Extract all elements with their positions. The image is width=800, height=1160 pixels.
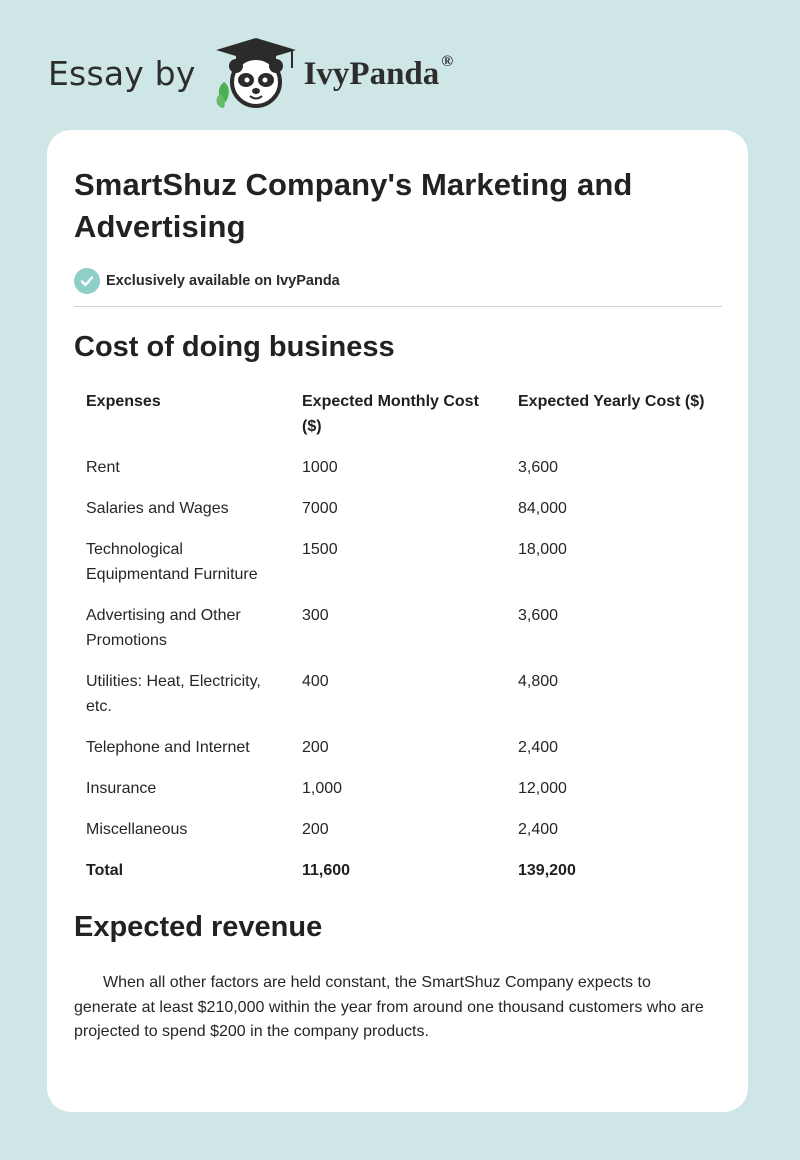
table-cell: 2,400 — [518, 821, 559, 838]
column-header: Expected Yearly Cost ($) — [518, 393, 705, 410]
revenue-paragraph: When all other factors are held constant, the SmartShuz Company expects to generate at least $210,000 within the year from around one thousand customers who are projected to spend $200 in the company products. — [74, 974, 704, 1040]
divider — [74, 306, 722, 307]
table-header-row — [74, 381, 722, 447]
table-cell: Telephone and Internet — [86, 739, 250, 756]
table-cell: Salaries and Wages — [86, 500, 229, 517]
table-cell: 11,600 — [302, 862, 351, 879]
section-heading-revenue: Expected revenue — [74, 911, 323, 943]
table-cell: Miscellaneous — [86, 821, 188, 838]
table-cell: 2,400 — [518, 739, 559, 756]
panda-graduate-icon — [212, 36, 300, 110]
table-cell: 139,200 — [518, 862, 576, 879]
exclusive-badge — [74, 268, 721, 294]
badge-label: Exclusively available on IvyPanda — [106, 273, 340, 289]
table-cell: Advertising and Other Promotions — [86, 607, 241, 649]
table-cell: 4,800 — [518, 673, 559, 690]
table-row — [74, 727, 722, 768]
table-cell: 3,600 — [518, 607, 559, 624]
column-header: Expenses — [86, 393, 161, 410]
table-cell: 12,000 — [518, 780, 567, 797]
table-cell: 18,000 — [518, 541, 567, 558]
table-cell: 200 — [302, 821, 329, 838]
table-cell: Total — [86, 862, 124, 879]
table-row — [74, 595, 722, 661]
cost-table — [74, 381, 722, 891]
table-cell: 400 — [302, 673, 329, 690]
page-title: SmartShuz Company's Marketing and Advertising — [74, 167, 633, 244]
check-circle-icon — [74, 268, 100, 294]
essay-by-label: Essay by — [48, 53, 196, 93]
table-cell: 300 — [302, 607, 329, 624]
table-row — [74, 809, 722, 850]
table-cell: 84,000 — [518, 500, 567, 517]
table-row — [74, 488, 722, 529]
table-cell: 1500 — [302, 541, 338, 558]
section-heading-cost: Cost of doing business — [74, 331, 395, 363]
site-header — [48, 36, 453, 110]
column-header: Expected Monthly Cost ($) — [302, 393, 479, 435]
table-row — [74, 661, 722, 727]
table-cell: Utilities: Heat, Electricity, etc. — [86, 673, 261, 715]
essay-card — [47, 130, 748, 1112]
table-row — [74, 529, 722, 595]
table-cell: 1000 — [302, 459, 338, 476]
table-cell: Technological Equipmentand Furniture — [86, 541, 258, 583]
table-cell: 200 — [302, 739, 329, 756]
table-total-row — [74, 850, 722, 891]
table-row — [74, 447, 722, 488]
table-cell: 7000 — [302, 500, 338, 517]
table-cell: 3,600 — [518, 459, 559, 476]
table-cell: Insurance — [86, 780, 157, 797]
table-cell: Rent — [86, 459, 120, 476]
brand-name: IvyPanda ® — [303, 53, 454, 92]
table-row — [74, 768, 722, 809]
table-cell: 1,000 — [302, 780, 343, 797]
